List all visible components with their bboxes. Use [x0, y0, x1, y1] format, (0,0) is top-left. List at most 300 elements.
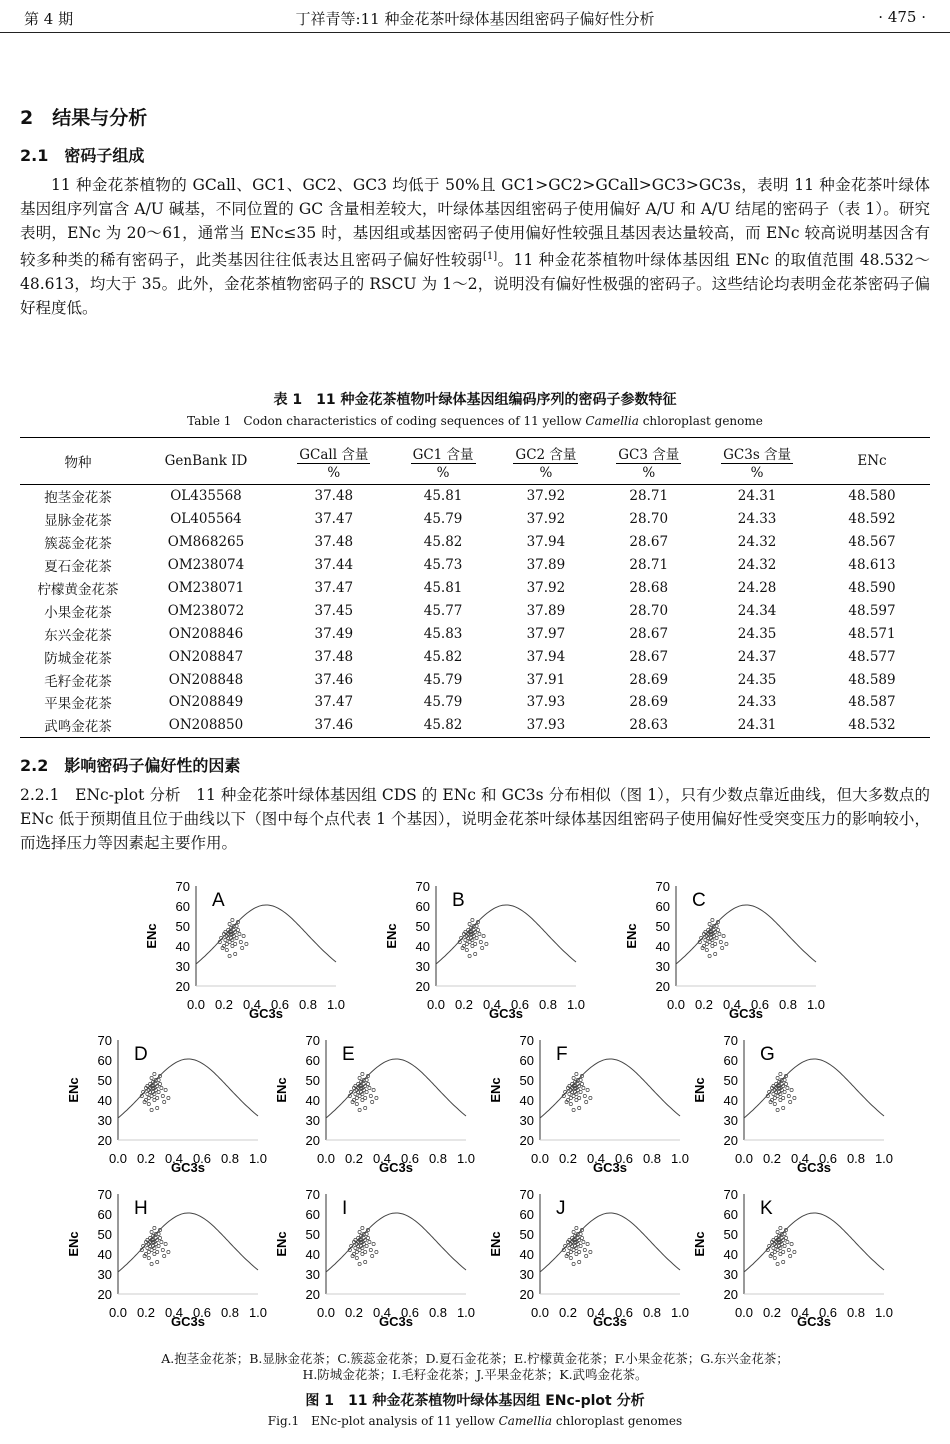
x-tick-label: 0.4: [164, 1151, 184, 1166]
y-tick-label: 30: [415, 959, 430, 974]
table-cell: 28.69: [629, 671, 669, 688]
y-tick-label: 50: [175, 919, 190, 934]
gene-point: [711, 918, 714, 921]
gene-point: [787, 1094, 790, 1097]
y-tick-label: 60: [305, 1053, 320, 1068]
x-tick-label: 0.6: [614, 1151, 634, 1166]
gene-point: [783, 1244, 786, 1247]
table-cell: 45.81: [423, 580, 463, 596]
x-tick-label: 0.2: [762, 1305, 782, 1320]
table-row: [20, 531, 930, 554]
gene-point: [784, 1236, 787, 1239]
table-cell: 夏石金花茶: [44, 559, 112, 576]
gene-point: [715, 936, 718, 939]
gene-point: [355, 1102, 358, 1105]
gene-point: [582, 1240, 585, 1243]
y-tick-label: 40: [723, 1093, 738, 1108]
gene-point: [150, 1230, 153, 1233]
y-axis-title: ENc: [488, 1077, 503, 1103]
x-tick-label: 0.4: [164, 1305, 184, 1320]
table-cell: 48.589: [848, 671, 896, 688]
gene-point: [718, 932, 721, 935]
y-tick-label: 20: [305, 1287, 320, 1302]
y-tick-label: 40: [175, 939, 190, 954]
gene-point: [722, 934, 725, 937]
x-tick-label: 0.4: [372, 1305, 392, 1320]
y-axis-title: ENc: [66, 1231, 81, 1257]
gene-point: [784, 1082, 787, 1085]
gene-point: [364, 1260, 367, 1263]
x-tick-label: 0.4: [482, 997, 502, 1012]
gene-point: [358, 1262, 361, 1265]
gene-point: [366, 1082, 369, 1085]
y-axis-title: ENc: [488, 1231, 503, 1257]
gene-point: [369, 1094, 372, 1097]
y-tick-label: 50: [415, 919, 430, 934]
table-cell: 武鸣金花茶: [20, 714, 136, 737]
gene-point: [361, 1072, 364, 1075]
table-cell: 37.44: [314, 557, 354, 574]
table-cell: 48.592: [848, 511, 896, 528]
y-tick-label: 20: [655, 979, 670, 994]
table-cell: 小果金花茶: [44, 604, 112, 621]
gene-point: [355, 1256, 358, 1259]
y-tick-label: 50: [519, 1073, 534, 1088]
y-tick-label: 70: [415, 879, 430, 894]
y-tick-label: 20: [723, 1287, 738, 1302]
gene-point: [779, 1226, 782, 1229]
x-tick-label: 0.0: [530, 1151, 550, 1166]
gene-point: [578, 1260, 581, 1263]
y-tick-label: 40: [519, 1093, 534, 1108]
y-tick-label: 40: [305, 1093, 320, 1108]
x-axis-title: GC3s: [797, 1314, 831, 1329]
gene-point: [481, 946, 484, 949]
gene-point: [476, 928, 479, 931]
y-tick-label: 70: [305, 1033, 320, 1048]
paragraph-text: 11 种金花茶植物的 GCall、GC1、GC2、GC3 均低于 50%且 GC1>GC2>GCall>GC3>GC3s，表明 11 种金花茶叶绿体基因组序列富含 A/U 碱基，不同位置的 GC 含量相差较大，叶绿体基因组密码子使用偏好 A/U 和 A/U 结尾的密码子（表 1）。研究表明，ENc 为 20～61，通常当 ENc≤35 时，基因组或基因密码子使用偏好性较强且基因表达量较高，而 ENc 较高说明基因含有较多种类的稀有密码子，此类基因往往低表达且密码子偏好性较弱: [20, 176, 930, 270]
gene-point: [782, 1096, 785, 1099]
gene-point: [776, 1076, 779, 1079]
gene-point: [147, 1256, 150, 1259]
x-tick-label: 0.8: [220, 1151, 240, 1166]
table-cell: 48.571: [848, 625, 896, 642]
y-tick-label: 60: [415, 899, 430, 914]
table-cell: 37.48: [314, 648, 354, 665]
table-row: [20, 485, 930, 508]
x-tick-label: 0.6: [400, 1151, 420, 1166]
running-header: [0, 0, 950, 33]
expected-enc-curve: [540, 1213, 680, 1272]
y-tick-label: 70: [175, 879, 190, 894]
table-cell: 37.92: [494, 485, 597, 508]
panel-label: C: [692, 890, 706, 911]
x-tick-label: 1.0: [670, 1305, 690, 1320]
x-tick-label: 0.2: [694, 997, 714, 1012]
enc-plot-panel: [686, 1184, 896, 1330]
gene-point: [787, 1248, 790, 1251]
y-tick-label: 30: [655, 959, 670, 974]
gene-point: [156, 1096, 159, 1099]
gene-point: [358, 1076, 361, 1079]
x-tick-label: 1.0: [874, 1305, 894, 1320]
y-tick-label: 50: [305, 1227, 320, 1242]
expected-enc-curve: [118, 1213, 258, 1272]
y-axis-title: ENc: [692, 1231, 707, 1257]
table-cell: OM238071: [167, 580, 245, 596]
legend-line: A.抱茎金花茶；B.显脉金花茶；C.簇蕊金花茶；D.夏石金花茶；E.柠檬黄金花茶；F.小果金花茶；G.东兴金花茶；: [161, 1351, 789, 1366]
panel-label: B: [452, 890, 465, 911]
x-tick-label: 0.6: [510, 997, 530, 1012]
enc-plot-panel: [60, 1030, 270, 1176]
gene-point: [164, 1088, 167, 1091]
y-tick-label: 20: [519, 1287, 534, 1302]
gene-point: [147, 1102, 150, 1105]
table-cell: 东兴金花茶: [44, 627, 112, 644]
gene-point: [793, 1096, 796, 1099]
gene-point: [161, 1094, 164, 1097]
x-tick-label: 0.2: [558, 1151, 578, 1166]
x-tick-label: 0.2: [344, 1151, 364, 1166]
table-caption-cn: 表 1 11 种金花茶植物叶绿体基因组编码序列的密码子参数特征: [273, 392, 677, 408]
gene-point: [365, 1244, 368, 1247]
table-cell: 24.33: [737, 511, 777, 528]
x-axis-title: GC3s: [729, 1006, 763, 1021]
gene-point: [479, 940, 482, 943]
x-tick-label: 0.0: [108, 1151, 128, 1166]
y-tick-label: 50: [305, 1073, 320, 1088]
x-tick-label: 0.6: [270, 997, 290, 1012]
table-cell: 28.67: [629, 534, 669, 551]
enc-plot-panel: [268, 1030, 478, 1176]
gene-point: [569, 1256, 572, 1259]
gene-point: [160, 1086, 163, 1089]
gene-point: [153, 1072, 156, 1075]
table-cell: 24.31: [700, 485, 814, 508]
table-cell: 28.69: [629, 694, 669, 711]
gene-point: [375, 1250, 378, 1253]
table-cell: 37.47: [314, 511, 354, 528]
table-row: [20, 645, 930, 668]
gene-point: [158, 1236, 161, 1239]
col-species: 物种: [20, 438, 136, 485]
table-cell: 24.34: [737, 602, 777, 619]
gene-point: [471, 918, 474, 921]
gene-point: [372, 1088, 375, 1091]
col-enc: ENc: [814, 438, 930, 485]
article-title: 丁祥青等:11 种金花茶叶绿体基因组密码子偏好性分析: [295, 10, 655, 28]
gene-point: [586, 1088, 589, 1091]
y-tick-label: 70: [97, 1033, 112, 1048]
gene-point: [793, 1250, 796, 1253]
x-tick-label: 0.4: [790, 1151, 810, 1166]
gene-point: [776, 1108, 779, 1111]
gene-point: [716, 928, 719, 931]
table-cell: 37.94: [526, 534, 566, 551]
table-cell: 48.577: [848, 648, 896, 665]
y-tick-label: 30: [175, 959, 190, 974]
gene-point: [714, 942, 717, 945]
figure-legend: [0, 1351, 950, 1383]
gene-point: [234, 952, 237, 955]
table-cell: 37.93: [526, 694, 566, 711]
table-row: [20, 622, 930, 645]
table-cell: 37.92: [526, 511, 566, 528]
x-tick-label: 0.0: [426, 997, 446, 1012]
gene-point: [721, 946, 724, 949]
gene-point: [705, 948, 708, 951]
expected-enc-curve: [744, 1059, 884, 1118]
gene-point: [234, 942, 237, 945]
figure-caption-cn: 图 1 11 种金花茶植物叶绿体基因组 ENc-plot 分析: [305, 1393, 645, 1409]
x-tick-label: 0.2: [762, 1151, 782, 1166]
y-tick-label: 70: [305, 1187, 320, 1202]
panel-label: G: [760, 1044, 775, 1065]
y-tick-label: 60: [175, 899, 190, 914]
x-tick-label: 0.6: [192, 1305, 212, 1320]
gene-point: [583, 1094, 586, 1097]
col-gc3: GC3 含量: [616, 443, 681, 464]
col-genbank: GenBank ID: [136, 438, 276, 485]
table-cell: 48.580: [814, 485, 930, 508]
x-axis-title: GC3s: [249, 1006, 283, 1021]
table-row: [20, 554, 930, 577]
gene-point: [160, 1240, 163, 1243]
col-gc2: GC2 含量: [513, 443, 578, 464]
x-tick-label: 0.2: [344, 1305, 364, 1320]
table-cell: 24.37: [737, 648, 777, 665]
gene-point: [239, 940, 242, 943]
table-cell: 24.33: [737, 694, 777, 711]
y-tick-label: 50: [655, 919, 670, 934]
table-cell: OL435568: [136, 485, 276, 508]
table-cell: 柠檬黄金花茶: [37, 582, 119, 598]
gene-point: [719, 940, 722, 943]
gene-point: [578, 1096, 581, 1099]
y-tick-label: 60: [655, 899, 670, 914]
y-axis-title: ENc: [66, 1077, 81, 1103]
table-row: [20, 714, 930, 737]
table-row: [20, 668, 930, 691]
x-tick-label: 0.6: [818, 1305, 838, 1320]
y-axis-title: ENc: [274, 1077, 289, 1103]
panel-label: F: [556, 1044, 568, 1065]
y-tick-label: 50: [519, 1227, 534, 1242]
table-cell: 平果金花茶: [44, 696, 112, 713]
expected-enc-curve: [118, 1059, 258, 1118]
table-cell: 45.83: [423, 625, 463, 642]
y-tick-label: 70: [519, 1033, 534, 1048]
y-tick-label: 70: [519, 1187, 534, 1202]
gene-point: [361, 1226, 364, 1229]
gene-point: [575, 1072, 578, 1075]
gene-point: [586, 1242, 589, 1245]
table-cell: 24.35: [737, 671, 777, 688]
col-gc3s: GC3s 含量: [721, 443, 793, 464]
x-tick-label: 0.0: [530, 1305, 550, 1320]
x-tick-label: 0.0: [666, 997, 686, 1012]
y-tick-label: 60: [723, 1207, 738, 1222]
gene-point: [578, 1106, 581, 1109]
table-cell: 簇蕊金花茶: [44, 536, 112, 553]
x-tick-label: 0.8: [428, 1151, 448, 1166]
gene-point: [583, 1248, 586, 1251]
y-tick-label: 30: [519, 1113, 534, 1128]
x-tick-label: 1.0: [248, 1305, 268, 1320]
table-cell: OM238074: [167, 557, 245, 574]
gene-point: [242, 934, 245, 937]
figure-caption-en: Fig.1 ENc-plot analysis of 11 yellow Camellia chloroplast genomes: [267, 1414, 683, 1428]
gene-point: [790, 1242, 793, 1245]
col-gcall: GCall 含量: [297, 443, 370, 464]
table-cell: 45.79: [423, 694, 463, 711]
gene-point: [156, 1260, 159, 1263]
table-cell: 48.597: [848, 602, 896, 619]
gene-point: [238, 932, 241, 935]
gene-point: [572, 1108, 575, 1111]
x-axis-title: GC3s: [489, 1006, 523, 1021]
x-tick-label: 0.6: [818, 1151, 838, 1166]
expected-enc-curve: [326, 1059, 466, 1118]
y-tick-label: 50: [723, 1073, 738, 1088]
y-tick-label: 40: [519, 1247, 534, 1262]
gene-point: [368, 1086, 371, 1089]
y-tick-label: 70: [97, 1187, 112, 1202]
y-tick-label: 40: [415, 939, 430, 954]
gene-point: [156, 1106, 159, 1109]
table-cell: 37.89: [526, 557, 566, 574]
gene-point: [714, 952, 717, 955]
x-tick-label: 1.0: [326, 997, 346, 1012]
y-tick-label: 40: [723, 1247, 738, 1262]
x-tick-label: 0.8: [778, 997, 798, 1012]
table-cell: OM238072: [167, 602, 245, 619]
table-cell: 37.46: [314, 671, 354, 688]
x-tick-label: 0.2: [136, 1151, 156, 1166]
gene-point: [153, 1226, 156, 1229]
gene-point: [163, 1254, 166, 1257]
gene-point: [228, 922, 231, 925]
gene-point: [782, 1250, 785, 1253]
table-cell: 45.81: [392, 485, 495, 508]
y-tick-label: 50: [97, 1073, 112, 1088]
y-tick-label: 20: [97, 1287, 112, 1302]
table-row: [20, 508, 930, 531]
y-tick-label: 60: [519, 1207, 534, 1222]
y-tick-label: 30: [723, 1267, 738, 1282]
gene-point: [580, 1082, 583, 1085]
y-tick-label: 20: [415, 979, 430, 994]
x-axis-title: GC3s: [797, 1160, 831, 1175]
gene-point: [589, 1096, 592, 1099]
table-cell: 抱茎金花茶: [20, 485, 136, 508]
expected-enc-curve: [196, 905, 336, 964]
enc-plot-panel: [268, 1184, 478, 1330]
section-heading-results: 2 结果与分析: [20, 107, 148, 129]
page-number: · 475 ·: [878, 8, 926, 26]
gene-point: [776, 1262, 779, 1265]
y-tick-label: 30: [723, 1113, 738, 1128]
table-cell: 28.71: [597, 485, 700, 508]
citation: [1]: [482, 251, 498, 262]
gene-point: [790, 1088, 793, 1091]
panel-label: K: [760, 1198, 773, 1219]
gene-point: [150, 1108, 153, 1111]
y-tick-label: 30: [519, 1267, 534, 1282]
y-tick-label: 60: [97, 1207, 112, 1222]
y-axis-title: ENc: [624, 923, 639, 949]
x-tick-label: 0.8: [538, 997, 558, 1012]
table-cell: 37.45: [314, 602, 354, 619]
x-tick-label: 0.2: [136, 1305, 156, 1320]
gene-point: [465, 948, 468, 951]
table-cell: 24.35: [737, 625, 777, 642]
table-cell: 28.67: [629, 625, 669, 642]
enc-plot-panel: [60, 1184, 270, 1330]
gene-point: [364, 1096, 367, 1099]
unit-percent: %: [327, 464, 341, 481]
table-cell: 37.48: [276, 485, 392, 508]
x-tick-label: 0.8: [220, 1305, 240, 1320]
table-cell: 28.67: [629, 648, 669, 665]
expected-enc-curve: [676, 905, 816, 964]
gene-point: [708, 922, 711, 925]
gene-point: [225, 948, 228, 951]
table-cell: 37.93: [494, 714, 597, 737]
x-tick-label: 0.0: [734, 1151, 754, 1166]
x-tick-label: 1.0: [456, 1305, 476, 1320]
table-cell: 48.567: [848, 534, 896, 551]
table-cell: 45.79: [423, 671, 463, 688]
table-cell: 毛籽金花茶: [44, 673, 112, 690]
x-tick-label: 0.0: [108, 1305, 128, 1320]
gene-point: [589, 1250, 592, 1253]
gene-point: [779, 1072, 782, 1075]
y-tick-label: 40: [97, 1247, 112, 1262]
y-tick-label: 70: [723, 1187, 738, 1202]
gene-point: [789, 1100, 792, 1103]
y-tick-label: 60: [723, 1053, 738, 1068]
unit-percent: %: [642, 464, 656, 481]
issue-number: 第 4 期: [24, 10, 74, 28]
y-tick-label: 30: [305, 1267, 320, 1282]
paragraph-codon-composition: [20, 173, 930, 320]
gene-point: [158, 1082, 161, 1085]
y-tick-label: 20: [519, 1133, 534, 1148]
enc-plot-panel: [686, 1030, 896, 1176]
table-cell: 48.587: [848, 694, 896, 711]
y-tick-label: 60: [519, 1053, 534, 1068]
x-axis-title: GC3s: [593, 1160, 627, 1175]
expected-enc-curve: [744, 1213, 884, 1272]
enc-plot-panel: [138, 876, 348, 1022]
gene-point: [468, 922, 471, 925]
gene-point: [167, 1096, 170, 1099]
x-tick-label: 0.4: [586, 1151, 606, 1166]
x-tick-label: 1.0: [566, 997, 586, 1012]
x-tick-label: 0.4: [722, 997, 742, 1012]
gene-point: [789, 1254, 792, 1257]
x-axis-title: GC3s: [171, 1160, 205, 1175]
table-cell: OL405564: [170, 511, 242, 528]
table-cell: 37.92: [526, 580, 566, 596]
gene-point: [157, 1244, 160, 1247]
paragraph-text: 11 种金花茶叶绿体基因组 CDS 的 ENc 和 GC3s 分布相似（图 1），只有少数点靠近曲线，但大多数点的 ENc 低于预期值且位于曲线以下（图中每个点代表 1 个基因），说明金花茶叶绿体基因组密码子使用偏好性受突变压力的影响较小，而选择压力等因素起主要作用。: [20, 786, 930, 852]
x-tick-label: 0.0: [316, 1151, 336, 1166]
x-tick-label: 1.0: [456, 1151, 476, 1166]
gene-point: [236, 928, 239, 931]
table-cell: 28.68: [629, 580, 669, 596]
